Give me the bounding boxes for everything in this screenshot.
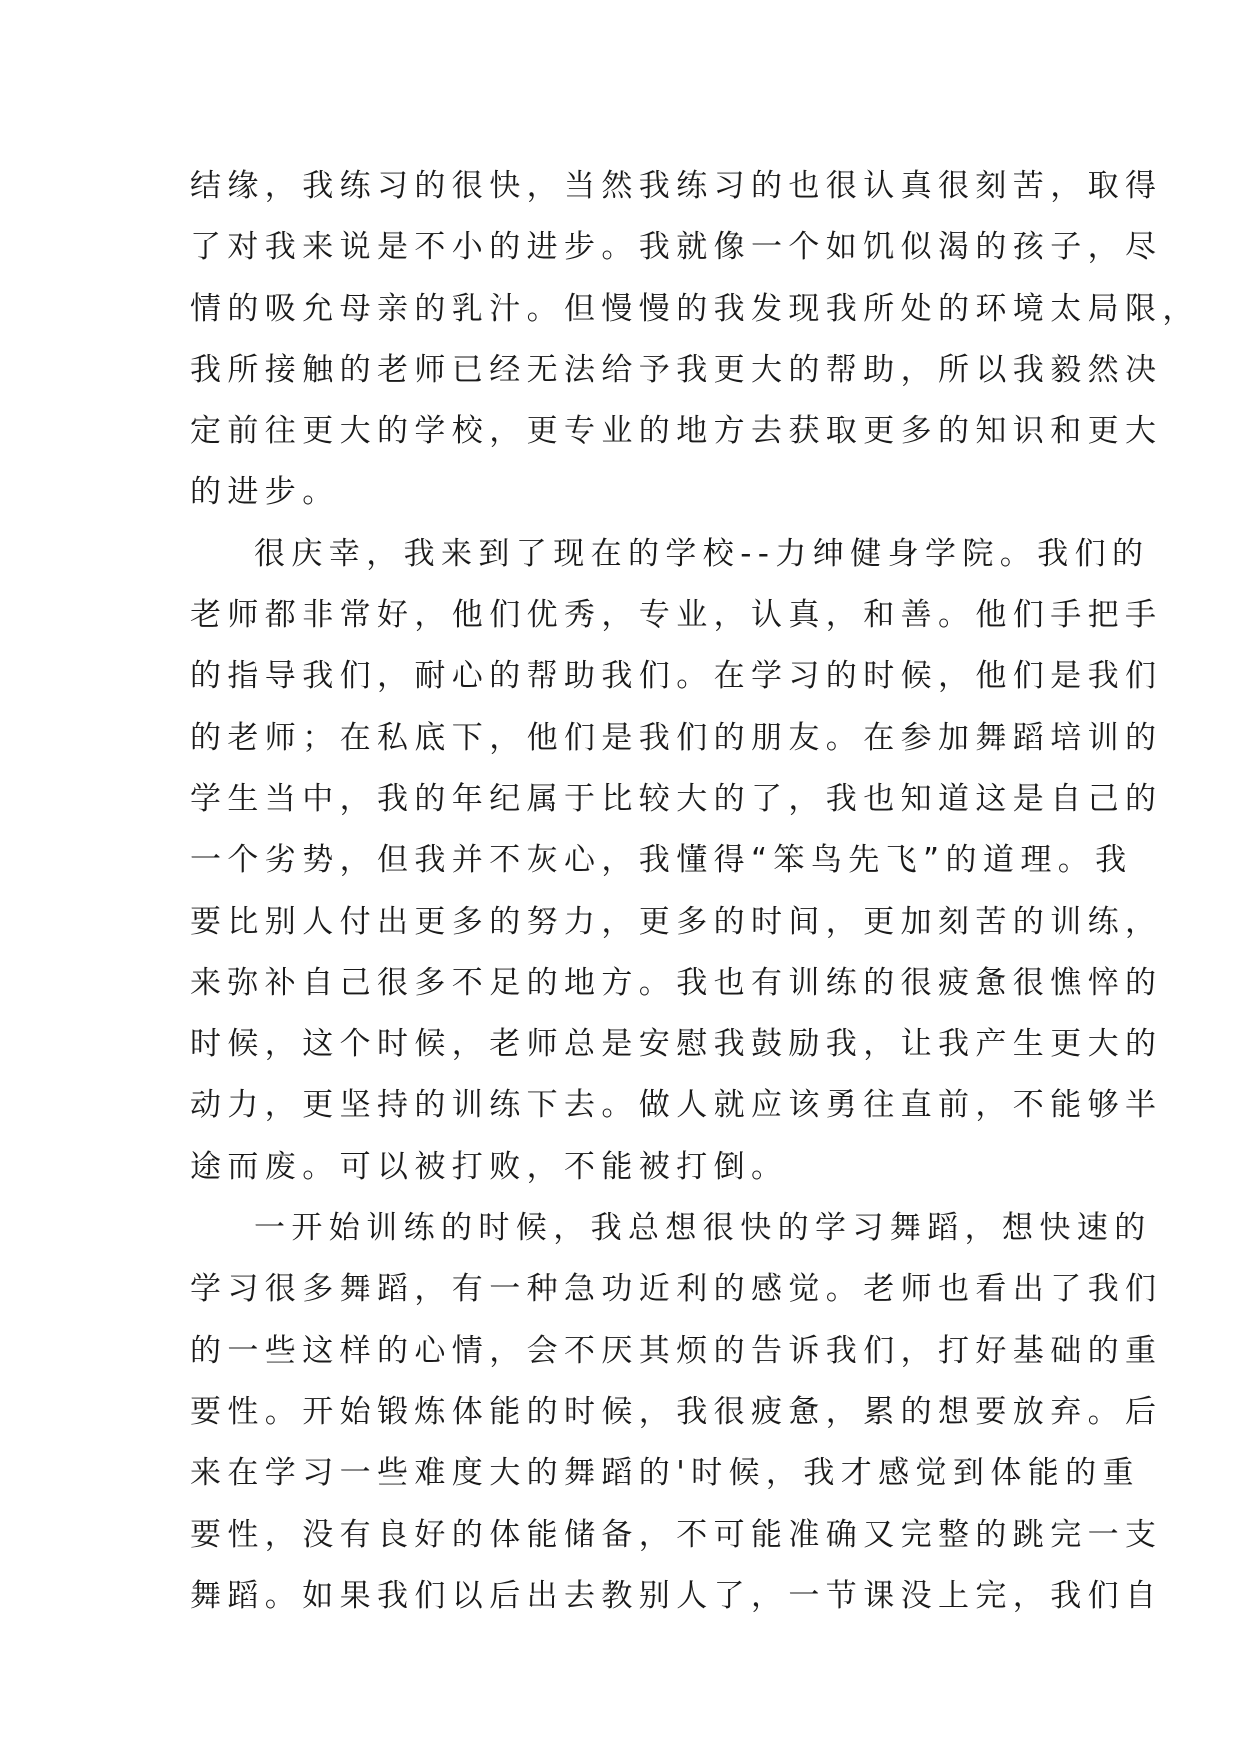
text-line: 老师都非常好，他们优秀，专业，认真，和善。他们手把手: [190, 597, 1163, 634]
text-line: 一个劣势，但我并不灰心，我懂得“笨鸟先飞”的道理。我: [190, 842, 1133, 879]
text-line: 时候，这个时候，老师总是安慰我鼓励我，让我产生更大的: [190, 1026, 1163, 1063]
text-line: 一开始训练的时候，我总想很快的学习舞蹈，想快速的: [254, 1210, 1152, 1247]
text-line: 学生当中，我的年纪属于比较大的了，我也知道这是自己的: [190, 780, 1163, 817]
text-line: 来弥补自己很多不足的地方。我也有训练的很疲惫很憔悴的: [190, 964, 1163, 1001]
text-line: 的一些这样的心情，会不厌其烦的告诉我们，打好基础的重: [190, 1332, 1163, 1369]
text-line: 途而废。可以被打败，不能被打倒。: [190, 1148, 789, 1185]
text-line: 要性，没有良好的体能储备，不可能准确又完整的跳完一支: [190, 1516, 1163, 1553]
text-line: 结缘，我练习的很快，当然我练习的也很认真很刻苦，取得: [190, 168, 1163, 204]
text-line: 很庆幸，我来到了现在的学校--力绅健身学院。我们的: [254, 535, 1150, 572]
text-line: 的指导我们，耐心的帮助我们。在学习的时候，他们是我们: [190, 658, 1163, 695]
text-line: 的老师；在私底下，他们是我们的朋友。在参加舞蹈培训的: [190, 719, 1163, 756]
text-line: 我所接触的老师已经无法给予我更大的帮助，所以我毅然决: [190, 351, 1163, 388]
text-line: 舞蹈。如果我们以后出去教别人了，一节课没上完，我们自: [190, 1577, 1163, 1614]
text-line: 要比别人付出更多的努力，更多的时间，更加刻苦的训练，: [190, 903, 1163, 940]
text-line: 来在学习一些难度大的舞蹈的'时候，我才感觉到体能的重: [190, 1455, 1140, 1492]
text-line: 动力，更坚持的训练下去。做人就应该勇往直前，不能够半: [190, 1087, 1163, 1124]
text-line: 的进步。: [190, 474, 340, 511]
text-line: 定前往更大的学校，更专业的地方去获取更多的知识和更大: [190, 413, 1163, 450]
text-line: 要性。开始锻炼体能的时候，我很疲惫，累的想要放弃。后: [190, 1393, 1163, 1430]
body-text: [190, 156, 1200, 1627]
text-line: 情的吸允母亲的乳汁。但慢慢的我发现我所处的环境太局限，: [190, 290, 1200, 327]
text-line: 学习很多舞蹈，有一种急功近利的感觉。老师也看出了我们: [190, 1271, 1163, 1308]
text-line: 了对我来说是不小的进步。我就像一个如饥似渴的孩子，尽: [190, 229, 1163, 266]
